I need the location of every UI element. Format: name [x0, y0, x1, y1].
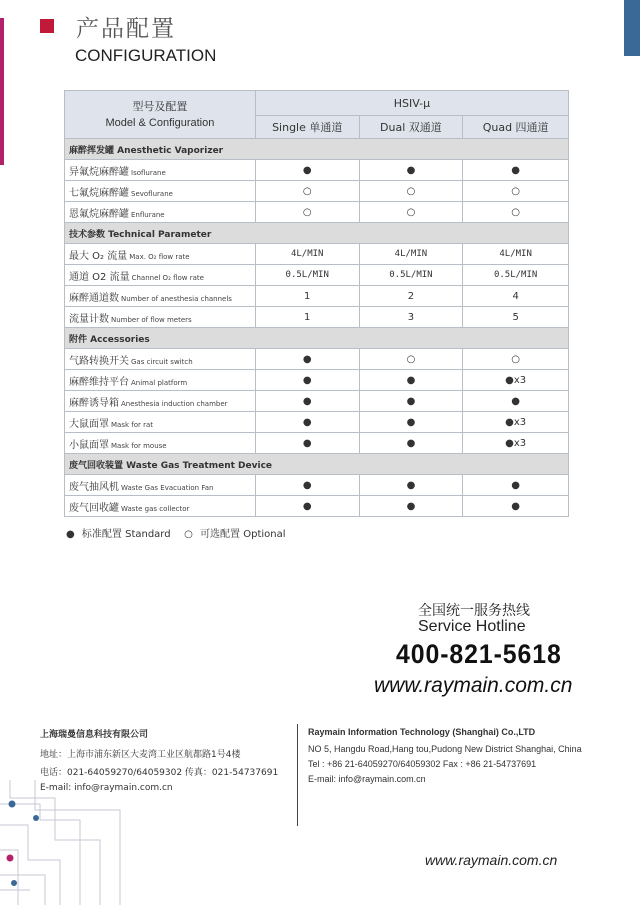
table-cell: 1: [255, 286, 359, 307]
row-label: [65, 370, 256, 391]
table-cell: ○: [463, 349, 569, 370]
row-label-cn: 七氟烷麻醉罐: [69, 187, 129, 199]
table-row: [65, 433, 569, 454]
table-cell: ●x3: [463, 370, 569, 391]
row-label: [65, 307, 256, 328]
section-row: [65, 328, 569, 349]
table-cell: 5: [463, 307, 569, 328]
table-cell: 4L/MIN: [255, 244, 359, 265]
company-name-en: Raymain Information Technology (Shanghai) Co.,LTD: [308, 727, 536, 737]
company-email-cn: E-mail: info@raymain.com.cn: [40, 783, 173, 793]
hotline-website: www.raymain.com.cn: [374, 674, 573, 697]
row-label-en: Mask for rat: [111, 420, 154, 429]
row-label: [65, 349, 256, 370]
table-cell: ●: [359, 475, 463, 496]
row-label-cn: 通道 O2 流量: [69, 271, 130, 283]
standard-label: 标准配置 Standard: [81, 529, 171, 540]
row-label-cn: 废气回收罐: [69, 502, 119, 514]
row-label-cn: 麻醉维持平台: [69, 376, 129, 388]
row-label-en: Channel O₂ flow rate: [131, 273, 204, 282]
row-label-en: Number of anesthesia channels: [121, 294, 232, 303]
legend: [66, 525, 290, 540]
company-divider: [297, 724, 298, 826]
section-row: [65, 454, 569, 475]
row-label-cn: 最大 O₂ 流量: [69, 250, 128, 262]
table-cell: ●: [255, 433, 359, 454]
table-cell: ●: [359, 412, 463, 433]
company-name-cn: 上海瑞曼信息科技有限公司: [40, 730, 149, 740]
table-cell: ○: [463, 181, 569, 202]
row-label-en: Waste Gas Evacuation Fan: [121, 483, 214, 492]
section-title: 技术参数 Technical Parameter: [65, 223, 569, 244]
company-info-en: [308, 727, 582, 789]
table-cell: ●: [255, 349, 359, 370]
table-row: [65, 265, 569, 286]
table-cell: ●x3: [463, 433, 569, 454]
row-label-en: Waste gas collector: [121, 504, 190, 513]
section-title: 废气回收装置 Waste Gas Treatment Device: [65, 454, 569, 475]
table-cell: ○: [359, 349, 463, 370]
table-cell: ○: [255, 181, 359, 202]
right-accent-bar: [624, 0, 640, 56]
model-config-header: [65, 91, 256, 139]
column-header-dual: Dual 双通道: [359, 116, 463, 139]
row-label: [65, 286, 256, 307]
company-phone-en: Tel : +86 21-64059270/64059302 Fax : +86 21-54737691: [308, 759, 537, 769]
table-row: [65, 391, 569, 412]
table-cell: 0.5L/MIN: [255, 265, 359, 286]
column-header-quad: Quad 四通道: [463, 116, 569, 139]
table-cell: ●: [359, 391, 463, 412]
company-address-cn: 地址：上海市浦东新区大麦湾工业区航都路1号4楼: [40, 750, 241, 760]
table-row: [65, 349, 569, 370]
section-title: 附件 Accessories: [65, 328, 569, 349]
header-square-icon: [40, 19, 54, 33]
row-label: [65, 412, 256, 433]
row-label-cn: 异氟烷麻醉罐: [69, 166, 129, 178]
table-cell: 1: [255, 307, 359, 328]
table-cell: 4: [463, 286, 569, 307]
optional-symbol: ○: [184, 529, 193, 540]
table-row: [65, 160, 569, 181]
table-row: [65, 244, 569, 265]
row-label: [65, 244, 256, 265]
table-cell: ○: [255, 202, 359, 223]
hotline-number: 400-821-5618: [396, 639, 562, 669]
company-email-en: E-mail: info@raymain.com.cn: [308, 774, 426, 784]
standard-symbol: ●: [66, 529, 75, 540]
table-row: [65, 181, 569, 202]
configuration-table: [64, 90, 569, 517]
row-label: [65, 160, 256, 181]
row-label-en: Animal platform: [131, 378, 188, 387]
circuit-decoration-graphic: [0, 780, 160, 905]
row-label: [65, 475, 256, 496]
hotline-title-en: Service Hotline: [418, 618, 526, 635]
row-label: [65, 496, 256, 517]
table-cell: ○: [359, 202, 463, 223]
table-cell: 0.5L/MIN: [463, 265, 569, 286]
table-cell: ●: [463, 496, 569, 517]
table-row: [65, 286, 569, 307]
row-label: [65, 181, 256, 202]
table-cell: ●: [255, 391, 359, 412]
row-label-cn: 流量计数: [69, 313, 109, 325]
row-label: [65, 433, 256, 454]
section-title: 麻醉挥发罐 Anesthetic Vaporizer: [65, 139, 569, 160]
page-title-en: CONFIGURATION: [75, 46, 217, 65]
table-row: [65, 202, 569, 223]
row-label-en: Sevoflurane: [131, 189, 173, 198]
row-label-en: Isoflurane: [131, 168, 166, 177]
table-cell: ●: [255, 412, 359, 433]
table-cell: ●: [463, 160, 569, 181]
table-cell: 4L/MIN: [359, 244, 463, 265]
row-label: [65, 391, 256, 412]
table-row: [65, 496, 569, 517]
left-accent-bar: [0, 18, 4, 165]
table-cell: ●: [255, 475, 359, 496]
column-header-single: Single 单通道: [255, 116, 359, 139]
section-row: [65, 223, 569, 244]
company-phone-cn: 电话：021-64059270/64059302 传真：021-54737691: [40, 768, 279, 778]
row-label-en: Max. O₂ flow rate: [129, 252, 190, 261]
section-row: [65, 139, 569, 160]
row-label-cn: 麻醉通道数: [69, 292, 119, 304]
optional-label: 可选配置 Optional: [200, 529, 286, 540]
table-cell: ●: [359, 160, 463, 181]
table-row: [65, 475, 569, 496]
row-label-cn: 麻醉诱导箱: [69, 397, 119, 409]
table-cell: 0.5L/MIN: [359, 265, 463, 286]
row-label-en: Enflurane: [131, 210, 165, 219]
table-row: [65, 412, 569, 433]
footer-website: www.raymain.com.cn: [425, 852, 558, 868]
table-cell: ●x3: [463, 412, 569, 433]
row-label-cn: 恩氟烷麻醉罐: [69, 208, 129, 220]
table-cell: ●: [359, 433, 463, 454]
row-label-en: Anesthesia induction chamber: [121, 399, 228, 408]
model-config-label-en: Model & Configuration: [105, 116, 215, 129]
row-label-en: Mask for mouse: [111, 441, 167, 450]
row-label-cn: 废气抽风机: [69, 481, 119, 493]
hotline-title-cn: 全国统一服务热线: [418, 603, 530, 619]
row-label-en: Gas circuit switch: [131, 357, 193, 366]
row-label-en: Number of flow meters: [111, 315, 192, 324]
table-cell: ○: [359, 181, 463, 202]
table-cell: ●: [463, 391, 569, 412]
table-row: [65, 307, 569, 328]
table-cell: ●: [255, 496, 359, 517]
table-cell: ●: [463, 475, 569, 496]
row-label: [65, 265, 256, 286]
product-model-header: HSIV-μ: [255, 91, 568, 116]
row-label-cn: 小鼠面罩: [69, 439, 109, 451]
row-label-cn: 大鼠面罩: [69, 418, 109, 430]
page-title-cn: 产品配置: [76, 16, 176, 42]
table-cell: ○: [463, 202, 569, 223]
table-cell: ●: [255, 370, 359, 391]
table-cell: ●: [359, 370, 463, 391]
table-row: [65, 370, 569, 391]
row-label-cn: 气路转换开关: [69, 355, 129, 367]
table-cell: ●: [255, 160, 359, 181]
model-config-label-cn: 型号及配置: [132, 99, 188, 113]
row-label: [65, 202, 256, 223]
table-cell: ●: [359, 496, 463, 517]
table-cell: 2: [359, 286, 463, 307]
table-cell: 3: [359, 307, 463, 328]
table-cell: 4L/MIN: [463, 244, 569, 265]
company-address-en: NO 5, Hangdu Road,Hang tou,Pudong New District Shanghai, China: [308, 744, 582, 754]
